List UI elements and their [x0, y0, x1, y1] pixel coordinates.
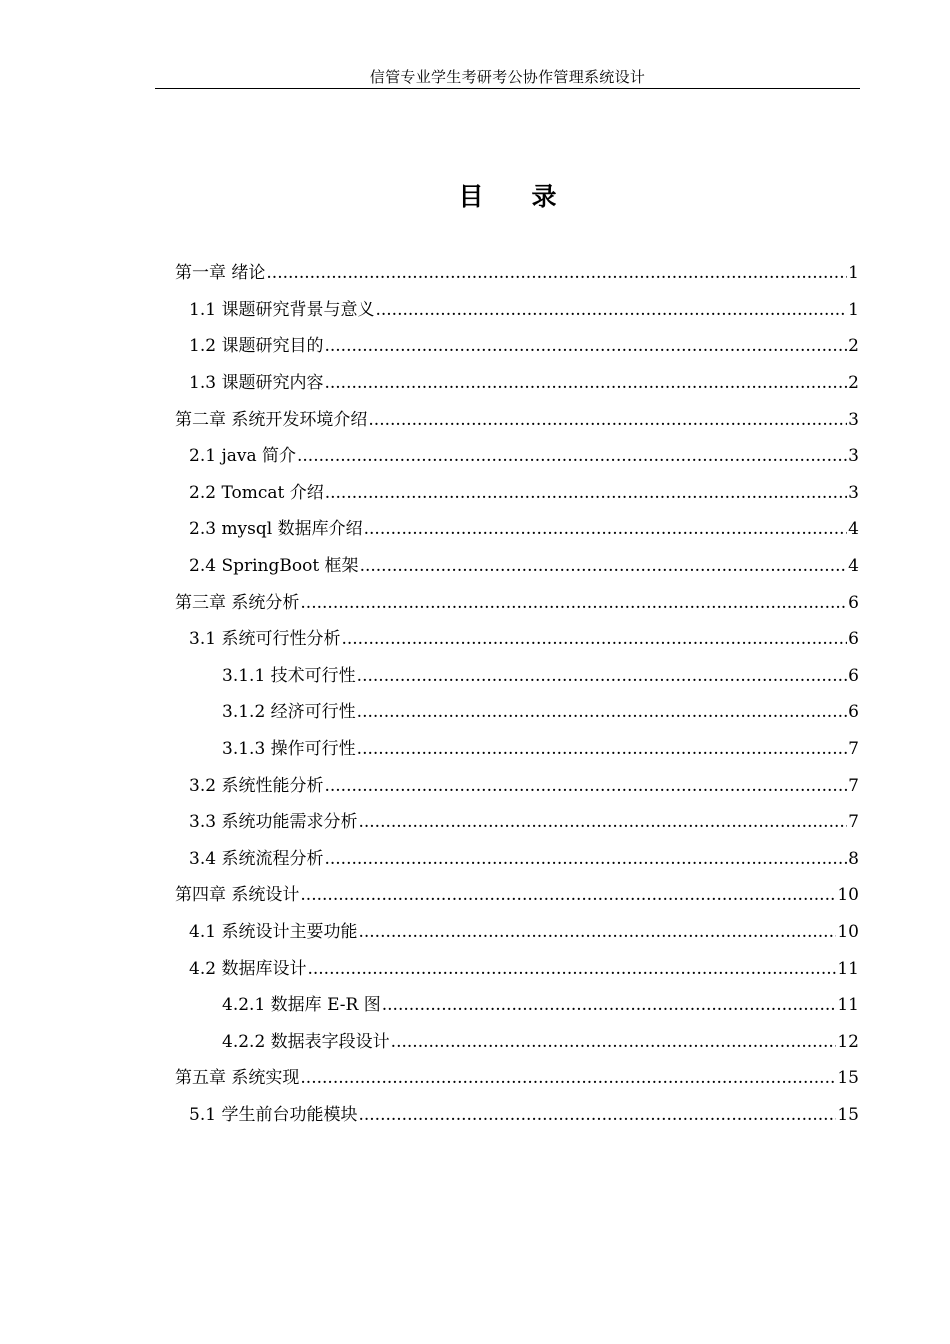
toc-entry-label: 第一章 绪论 — [175, 263, 266, 284]
toc-entry-label: 第二章 系统开发环境介绍 — [175, 409, 368, 430]
toc-entry-page-number: 7 — [848, 812, 859, 833]
toc-dot-leader — [300, 885, 836, 905]
toc-entry-label: 2.4 SpringBoot 框架 — [189, 556, 359, 577]
toc-entry-page-number: 4 — [848, 519, 859, 540]
toc-entry-page-number: 6 — [848, 629, 859, 650]
toc-entry[interactable] — [0, 1060, 950, 1097]
toc-entry[interactable] — [0, 255, 950, 292]
toc-entry[interactable] — [0, 401, 950, 438]
toc-entry-page-number: 6 — [848, 592, 859, 613]
toc-entry-label: 3.2 系统性能分析 — [189, 775, 324, 796]
toc-entry-page-number: 12 — [837, 1031, 859, 1052]
toc-entry-page-number: 15 — [837, 1068, 859, 1089]
toc-entry[interactable] — [0, 475, 950, 512]
toc-entry-label: 2.2 Tomcat 介绍 — [189, 482, 324, 503]
toc-dot-leader — [357, 739, 848, 759]
toc-entry[interactable] — [0, 511, 950, 548]
toc-entry-label: 3.1.1 技术可行性 — [222, 665, 356, 686]
toc-dot-leader — [266, 263, 847, 283]
toc-dot-leader — [300, 593, 847, 613]
toc-entry-page-number: 6 — [848, 702, 859, 723]
toc-entry-label: 3.4 系统流程分析 — [189, 848, 324, 869]
toc-entry[interactable] — [0, 841, 950, 878]
toc-dot-leader — [358, 812, 847, 832]
toc-entry[interactable] — [0, 877, 950, 914]
toc-entry[interactable] — [0, 731, 950, 768]
toc-dot-leader — [357, 702, 848, 722]
toc-entry-page-number: 2 — [848, 373, 859, 394]
toc-entry[interactable] — [0, 584, 950, 621]
toc-entry-label: 1.3 课题研究内容 — [189, 373, 324, 394]
toc-entry-page-number: 7 — [848, 775, 859, 796]
toc-entry-label: 5.1 学生前台功能模块 — [189, 1104, 358, 1125]
toc-entry[interactable] — [0, 365, 950, 402]
toc-entry-page-number: 10 — [837, 921, 859, 942]
toc-entry[interactable] — [0, 548, 950, 585]
toc-entry-page-number: 1 — [848, 299, 859, 320]
toc-entry[interactable] — [0, 804, 950, 841]
toc-dot-leader — [324, 336, 847, 356]
toc-entry-page-number: 10 — [837, 885, 859, 906]
toc-entry-label: 2.3 mysql 数据库介绍 — [189, 519, 363, 540]
toc-entry[interactable] — [0, 987, 950, 1024]
toc-entry-label: 4.2.2 数据表字段设计 — [222, 1031, 390, 1052]
toc-entry[interactable] — [0, 950, 950, 987]
toc-dot-leader — [307, 959, 836, 979]
toc-dot-leader — [325, 483, 847, 503]
toc-entry-label: 3.1.2 经济可行性 — [222, 702, 356, 723]
toc-entry-label: 4.2 数据库设计 — [189, 958, 307, 979]
toc-entry-page-number: 2 — [848, 336, 859, 357]
toc-entry-label: 第四章 系统设计 — [175, 885, 300, 906]
toc-entry-label: 4.2.1 数据库 E-R 图 — [222, 995, 381, 1016]
toc-entry-label: 1.2 课题研究目的 — [189, 336, 324, 357]
toc-dot-leader — [324, 849, 847, 869]
toc-entry[interactable] — [0, 1097, 950, 1134]
toc-entry-label: 3.1.3 操作可行性 — [222, 739, 356, 760]
toc-dot-leader — [297, 446, 847, 466]
toc-entry-page-number: 3 — [848, 482, 859, 503]
toc-entry[interactable] — [0, 438, 950, 475]
toc-entry-page-number: 4 — [848, 556, 859, 577]
table-of-contents — [0, 255, 950, 1133]
toc-dot-leader — [375, 300, 847, 320]
toc-dot-leader — [324, 776, 847, 796]
toc-entry-label: 第三章 系统分析 — [175, 592, 300, 613]
toc-entry-page-number: 6 — [848, 665, 859, 686]
toc-entry[interactable] — [0, 1023, 950, 1060]
toc-dot-leader — [360, 556, 848, 576]
toc-dot-leader — [382, 995, 837, 1015]
toc-entry-page-number: 3 — [848, 409, 859, 430]
toc-entry[interactable] — [0, 292, 950, 329]
toc-entry-label: 3.3 系统功能需求分析 — [189, 812, 358, 833]
toc-dot-leader — [300, 1068, 836, 1088]
running-header: 信管专业学生考研考公协作管理系统设计 — [369, 68, 646, 86]
toc-dot-leader — [358, 922, 836, 942]
toc-entry-label: 4.1 系统设计主要功能 — [189, 921, 358, 942]
toc-entry-label: 3.1 系统可行性分析 — [189, 629, 341, 650]
toc-entry[interactable] — [0, 694, 950, 731]
toc-entry-label: 2.1 java 简介 — [189, 446, 296, 467]
toc-entry-page-number: 3 — [848, 446, 859, 467]
toc-entry-page-number: 15 — [837, 1104, 859, 1125]
toc-entry-page-number: 7 — [848, 739, 859, 760]
toc-dot-leader — [368, 410, 847, 430]
toc-entry-page-number: 1 — [848, 263, 859, 284]
toc-entry-page-number: 8 — [848, 848, 859, 869]
toc-dot-leader — [324, 373, 847, 393]
header-divider — [155, 88, 860, 89]
toc-title: 目录 — [458, 182, 605, 211]
toc-entry[interactable] — [0, 621, 950, 658]
toc-entry-page-number: 11 — [837, 995, 859, 1016]
toc-dot-leader — [364, 519, 848, 539]
toc-entry-label: 1.1 课题研究背景与意义 — [189, 299, 375, 320]
toc-dot-leader — [391, 1032, 837, 1052]
toc-dot-leader — [341, 629, 847, 649]
toc-dot-leader — [358, 1105, 836, 1125]
toc-entry[interactable] — [0, 767, 950, 804]
toc-entry[interactable] — [0, 658, 950, 695]
toc-entry-page-number: 11 — [837, 958, 859, 979]
toc-entry[interactable] — [0, 328, 950, 365]
toc-entry[interactable] — [0, 914, 950, 951]
toc-dot-leader — [357, 666, 848, 686]
toc-entry-label: 第五章 系统实现 — [175, 1068, 300, 1089]
